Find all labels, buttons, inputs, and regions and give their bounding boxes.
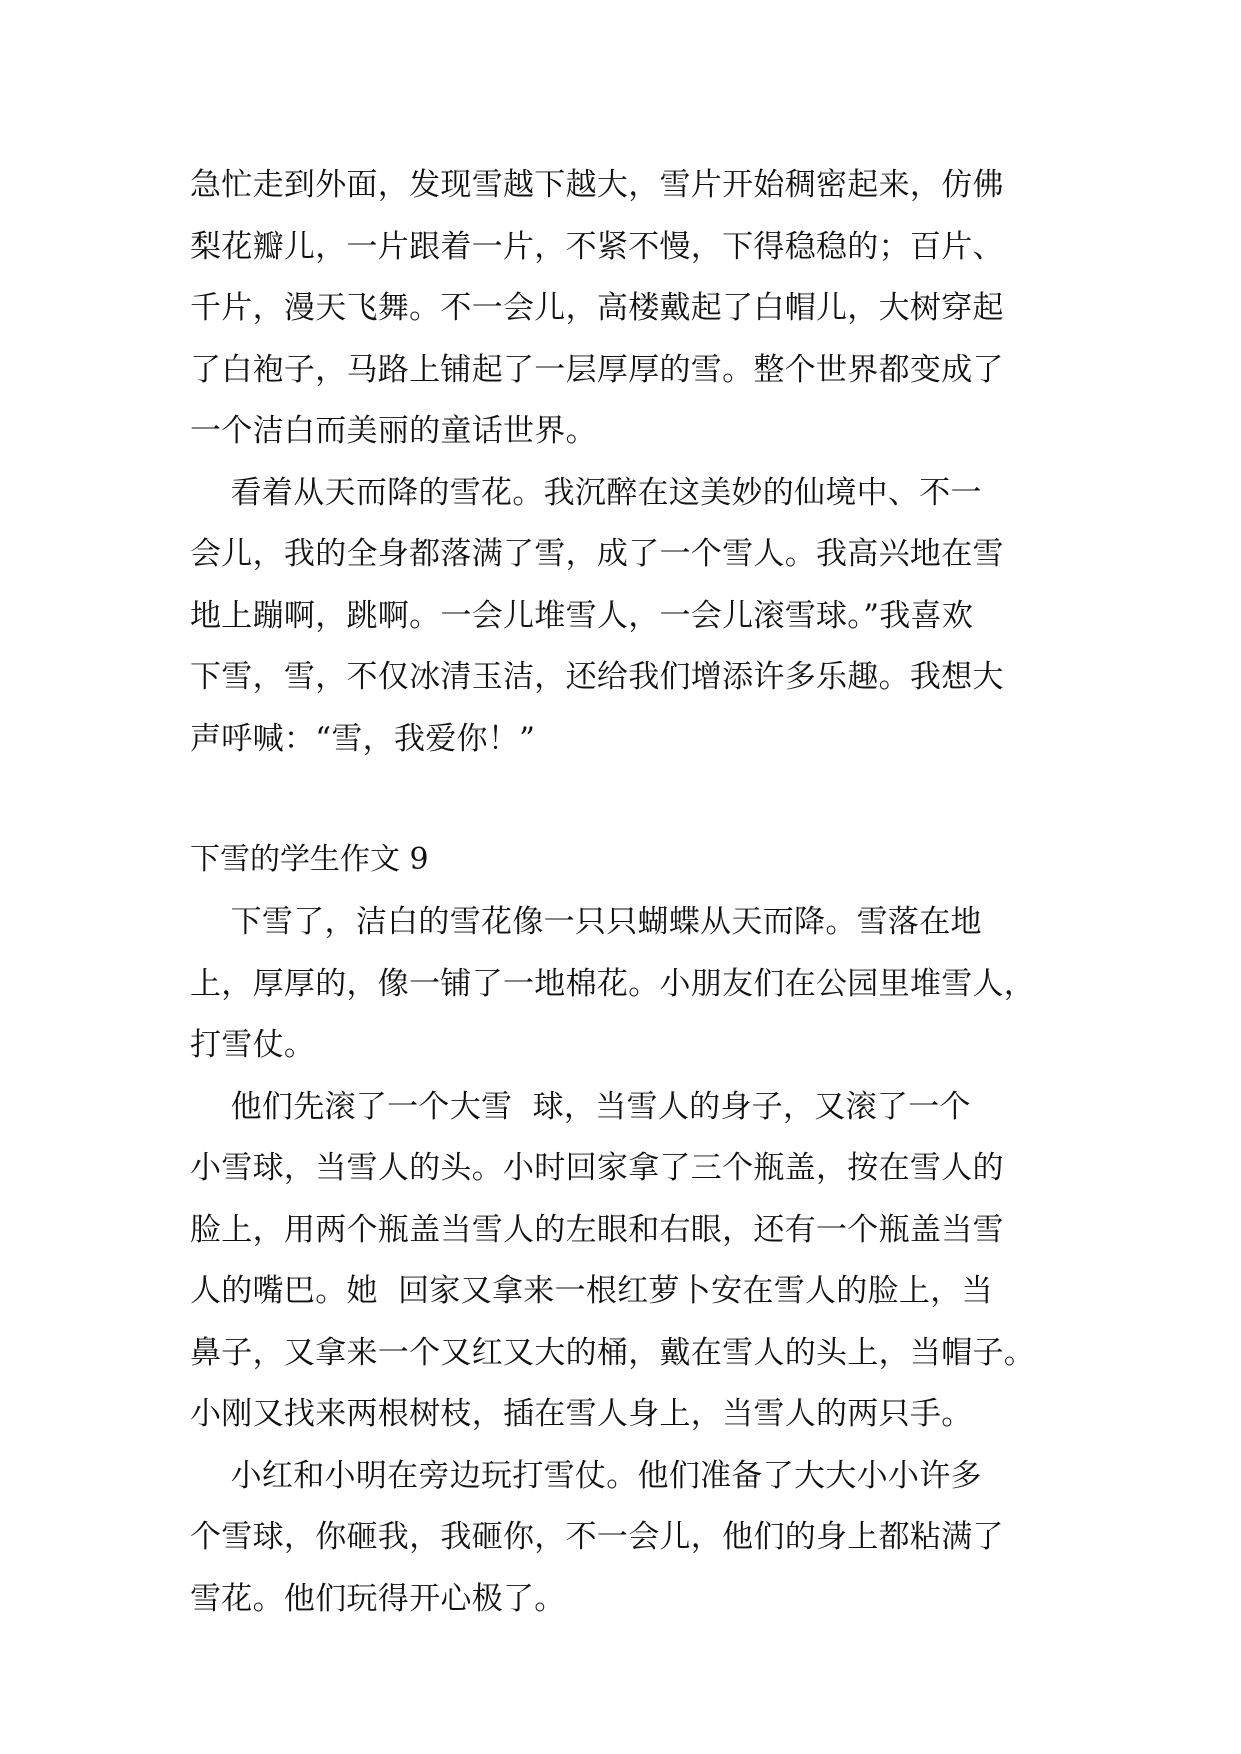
text-line: 下雪了，洁白的雪花像一只只蝴蝶从天而降。雪落在地	[190, 904, 982, 940]
section-spacer	[190, 770, 1060, 828]
text-line: 他们先滚了一个大雪 球，当雪人的身子，又滚了一个	[190, 1088, 971, 1125]
text-line: 急忙走到外面，发现雪越下越大，雪片开始稠密起来，仿佛	[190, 167, 1004, 203]
text-line: 脸上，用两个瓶盖当雪人的左眼和右眼，还有一个瓶盖当雪	[190, 1211, 1004, 1248]
text-line: 个雪球，你砸我，我砸你，不一会儿，他们的身上都粘满了	[190, 1519, 1004, 1555]
paragraph	[190, 892, 1060, 1077]
text-line: 打雪仗。	[190, 1027, 316, 1063]
essay-body	[190, 155, 1060, 1630]
text-line: 上，厚厚的，像一铺了一地棉花。小朋友们在公园里堆雪人，	[190, 965, 1036, 1002]
text-line: 声呼喊：“雪，我爱你！”	[190, 720, 536, 757]
text-line: 小刚又找来两根树枝，插在雪人身上，当雪人的两只手。	[190, 1396, 973, 1432]
text-line: 下雪，雪，不仅冰清玉洁，还给我们增添许多乐趣。我想大	[190, 659, 1004, 695]
paragraph	[190, 463, 1060, 771]
text-line: 地上蹦啊，跳啊。一会儿堆雪人，一会儿滚雪球。”我喜欢	[190, 597, 974, 634]
paragraph	[190, 155, 1060, 463]
text-line: 看着从天而降的雪花。我沉醉在这美妙的仙境中、不一	[190, 474, 982, 511]
text-line: 了白袍子，马路上铺起了一层厚厚的雪。整个世界都变成了	[190, 351, 1004, 388]
text-line: 雪花。他们玩得开心极了。	[190, 1580, 566, 1617]
text-line: 梨花瓣儿，一片跟着一片，不紧不慢，下得稳稳的；百片、	[190, 228, 1004, 265]
section-title: 下雪的学生作文 9	[190, 842, 429, 877]
text-line: 小雪球，当雪人的头。小时回家拿了三个瓶盖，按在雪人的	[190, 1150, 1004, 1186]
paragraph	[190, 1446, 1060, 1631]
text-line: 会儿，我的全身都落满了雪，成了一个雪人。我高兴地在雪	[190, 536, 1004, 572]
text-line: 小红和小明在旁边玩打雪仗。他们准备了大大小小许多	[190, 1457, 982, 1494]
text-line: 一个洁白而美丽的童话世界。	[190, 413, 597, 449]
text-line: 千片，漫天飞舞。不一会儿，高楼戴起了白帽儿，大树穿起	[190, 290, 1004, 326]
paragraph	[190, 1077, 1060, 1446]
text-line: 鼻子，又拿来一个又红又大的桶，戴在雪人的头上，当帽子。	[190, 1334, 1036, 1371]
text-line: 人的嘴巴。她 回家又拿来一根红萝卜安在雪人的脸上，当	[190, 1273, 993, 1309]
